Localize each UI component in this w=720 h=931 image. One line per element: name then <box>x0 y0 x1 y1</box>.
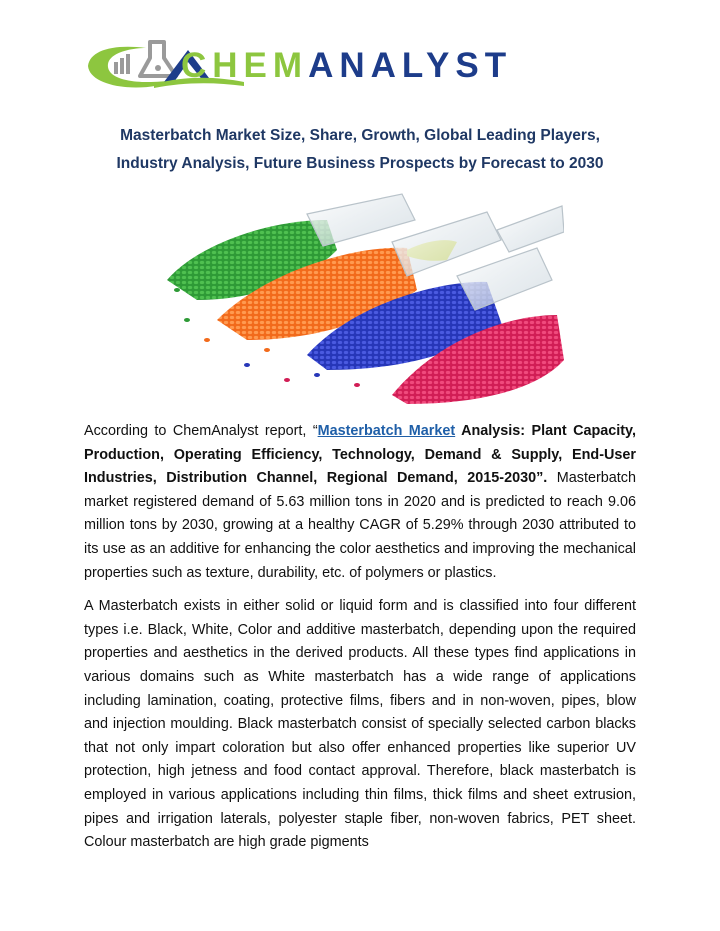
paragraph-1 <box>84 420 636 585</box>
colored-plastic-pellets-image <box>157 190 564 406</box>
paragraph-1-rest: Masterbatch market registered demand of 5.63 million tons in 2020 and is predicted to reach 9.06 million tons by 2030, growing at a healthy CAGR of 5.29% through 2030 attributed to its use as an additive for enhancing the color aesthetics and improving the mechanical properties such as texture, durability, etc. of polymers or plastics. <box>84 470 636 581</box>
masterbatch-market-link[interactable]: Masterbatch Market <box>317 423 456 439</box>
title-line-1: Masterbatch Market Size, Share, Growth, Global Leading Players, <box>120 127 600 144</box>
logo-text-analyst: ANALYST <box>308 46 513 85</box>
title-line-2: Industry Analysis, Future Business Prospects by Forecast to 2030 <box>116 155 604 172</box>
pellets-hero-image <box>157 190 564 406</box>
logo-wordmark <box>181 46 512 86</box>
report-title-bold: Analysis: Plant Capacity, Production, Operating Efficiency, Technology, Demand & Supply, End-User Industries, Distribution Channel, Regional Demand, 2015-2030”. <box>84 423 636 487</box>
chemanalyst-logo[interactable] <box>84 36 636 94</box>
paragraph-1-intro: According to ChemAnalyst report, “ <box>84 423 318 439</box>
logo-text-chem: CHEM <box>181 46 309 85</box>
page-title <box>60 122 660 178</box>
paragraph-2: A Masterbatch exists in either solid or liquid form and is classified into four different types i.e. Black, White, Color and additive masterbatch, depending upon the required properties and aesthetics in the derived products. All these types find applications in various domains such as White masterbatch has a wide range of applications including lamination, coating, protective films, fibers and in non-woven, pipes, blow and injection moulding. Black masterbatch consist of specially selected carbon blacks that not only impart coloration but also offer enhanced properties like superior UV protection, high jetness and food contact approval. Therefore, black masterbatch is employed in various applications including thin films, thick films and sheet extrusion, pipes and irrigation laterals, polyester staple fiber, non-woven fabrics, PET sheet. Colour masterbatch are high grade pigments <box>84 598 636 851</box>
article-body <box>84 420 636 865</box>
